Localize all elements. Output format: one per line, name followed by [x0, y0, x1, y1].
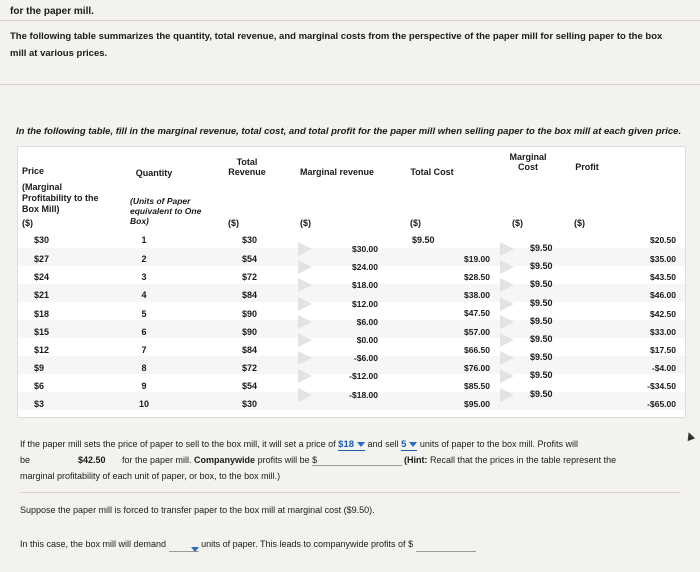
header-price: Price: [22, 166, 45, 176]
row-arrow-icon: [500, 260, 514, 274]
question-1: If the paper mill sets the price of paper to sell to the box mill, it will set a price of $18 and sell 5 units of paper to the box mill. Profits will: [20, 439, 578, 450]
header-quantity-sub: (Units of Paper: [130, 196, 191, 206]
header-total-revenue: Total: [236, 157, 258, 167]
marginal-revenue-cell: $30.00: [352, 244, 378, 254]
price-cell: $27: [34, 254, 50, 264]
marginal-cost-cell: $9.50: [530, 315, 553, 326]
hint: (Hint: Recall that the prices in the table represent the: [404, 455, 617, 465]
total-cost-cell: $85.50: [464, 381, 490, 391]
marginal-revenue-cell: $6.00: [356, 316, 378, 327]
row-arrow-icon: [500, 388, 514, 402]
total-revenue-cell: $84: [242, 290, 258, 300]
row-arrow-icon: [298, 333, 312, 347]
unit-price: ($): [22, 218, 33, 228]
header-total-revenue: Revenue: [228, 167, 266, 177]
row-arrow-icon: [298, 388, 312, 402]
price-cell: $6: [34, 381, 45, 391]
divider: [20, 492, 680, 493]
divider: [0, 20, 700, 21]
row-arrow-icon: [298, 260, 312, 274]
profit-cell: $46.00: [650, 290, 676, 300]
price-cell: $24: [34, 272, 50, 282]
row-arrow-icon: [500, 315, 514, 329]
header-marginal-cost: Marginal: [509, 152, 547, 162]
header-quantity: Quantity: [135, 168, 173, 178]
marginal-cost-cell: $9.50: [530, 388, 553, 399]
total-revenue-cell: $54: [242, 254, 258, 264]
marginal-revenue-cell: $18.00: [352, 280, 378, 291]
unit-profit: ($): [574, 218, 585, 228]
question-1-cont: for the paper mill. Companywide profits will be $: [122, 455, 318, 465]
price-cell: $12: [34, 345, 50, 355]
marginal-cost-cell: $9.50: [530, 334, 553, 344]
quantity-cell: 5: [141, 309, 147, 319]
hint-cont: marginal profitability of each unit of paper, or box, to the box mill.): [20, 471, 281, 481]
header-price-sub: Profitability to the: [22, 193, 99, 203]
page-heading: for the paper mill.: [10, 6, 94, 17]
total-revenue-cell: $84: [242, 345, 258, 355]
row-arrow-icon: [500, 278, 514, 292]
total-revenue-cell: $72: [242, 272, 258, 282]
total-cost-cell: $28.50: [464, 272, 490, 282]
cursor-icon: [685, 431, 695, 441]
quantity-cell: 9: [141, 381, 147, 391]
price-cell: $18: [34, 309, 50, 319]
total-cost-cell: $47.50: [464, 308, 490, 318]
question-3: In this case, the box mill will demand units of paper. This leads to companywide profits of $: [20, 536, 476, 552]
price-cell: $9: [34, 363, 45, 373]
header-price-sub: Box Mill): [22, 204, 60, 214]
header-price-sub: (Marginal: [22, 182, 63, 192]
row-arrow-icon: [298, 351, 312, 365]
marginal-revenue-cell: $24.00: [352, 262, 378, 273]
price-cell: $15: [34, 327, 50, 337]
marginal-cost-cell: $9.50: [530, 297, 553, 308]
total-revenue-cell: $72: [242, 363, 258, 373]
marginal-cost-cell: $9.50: [530, 370, 553, 381]
chevron-down-icon: [357, 442, 365, 447]
unit-marginal-revenue: ($): [300, 218, 311, 228]
divider: [0, 84, 700, 85]
profit-cell: -$4.00: [651, 363, 676, 373]
marginal-revenue-cell: -$6.00: [353, 353, 378, 364]
marginal-revenue-cell: $12.00: [352, 298, 378, 309]
quantity-select[interactable]: 5: [401, 439, 417, 451]
companywide-profit-input-2[interactable]: [416, 541, 476, 552]
row-arrow-icon: [298, 315, 312, 329]
marginal-cost-cell: $9.50: [530, 243, 553, 253]
row-arrow-icon: [500, 351, 514, 365]
header-quantity-sub: Box): [130, 216, 149, 226]
marginal-cost-cell: $9.50: [530, 352, 553, 363]
total-cost-cell: $95.00: [464, 399, 490, 409]
profit-cell: $17.50: [650, 345, 676, 355]
price-cell: $30: [34, 235, 50, 245]
total-revenue-cell: $90: [242, 327, 258, 337]
price-cell: $21: [34, 290, 50, 300]
profit-value: $42.50: [78, 455, 106, 465]
total-revenue-cell: $30: [242, 399, 258, 409]
price-select[interactable]: $18: [338, 439, 365, 451]
row-arrow-icon: [298, 297, 312, 311]
marginal-cost-cell: $9.50: [530, 261, 553, 272]
question-2: Suppose the paper mill is forced to transfer paper to the box mill at marginal cost ($9.50).: [20, 505, 375, 515]
unit-total-revenue: ($): [228, 218, 239, 228]
quantity-cell: 3: [141, 272, 147, 282]
total-cost-cell: $76.00: [464, 363, 490, 373]
chevron-down-icon: [191, 547, 199, 552]
total-revenue-cell: $54: [242, 381, 258, 391]
total-cost-cell: $38.00: [464, 290, 490, 300]
profit-cell: $43.50: [650, 272, 676, 282]
quantity-cell: 2: [141, 254, 147, 264]
marginal-cost-cell: $9.50: [530, 279, 553, 290]
header-marginal-revenue: Marginal revenue: [299, 167, 375, 177]
profit-cell: $33.00: [650, 327, 676, 337]
row-arrow-icon: [500, 242, 514, 256]
marginal-revenue-cell: -$12.00: [349, 371, 378, 382]
row-arrow-icon: [500, 333, 514, 347]
price-cell: $3: [34, 399, 45, 409]
row-arrow-icon: [500, 297, 514, 311]
total-cost-cell: $66.50: [464, 345, 490, 355]
quantity-cell: 8: [141, 363, 147, 373]
header-quantity-sub: equivalent to One: [130, 206, 202, 216]
unit-total-cost: ($): [410, 218, 421, 228]
intro-text: The following table summarizes the quantity, total revenue, and marginal costs from the perspective of the paper mill for selling paper to the box mill at various prices.: [10, 31, 663, 59]
row-arrow-icon: [500, 369, 514, 383]
quantity-cell: 7: [141, 345, 147, 355]
profit-cell: $42.50: [650, 309, 676, 319]
total-revenue-cell: $90: [242, 309, 258, 319]
profit-cell: $20.50: [650, 235, 676, 245]
header-marginal-cost: Cost: [518, 162, 538, 172]
total-cost-cell: $57.00: [464, 327, 490, 337]
total-revenue-cell: $30: [242, 235, 258, 245]
quantity-cell: 4: [141, 290, 147, 300]
row-arrow-icon: [298, 242, 312, 256]
header-profit: Profit: [575, 162, 599, 172]
table-instruction: In the following table, fill in the marginal revenue, total cost, and total profit for the paper mill when selling paper to the box mill at each given price.: [16, 126, 682, 137]
profit-cell: $35.00: [650, 254, 676, 264]
question-1-cont: be: [20, 455, 31, 465]
quantity-cell: 10: [138, 399, 149, 409]
profit-cell: -$65.00: [647, 399, 676, 409]
total-cost-cell: $19.00: [464, 254, 490, 264]
quantity-cell: 1: [141, 235, 147, 245]
unit-marginal-cost: ($): [512, 218, 523, 228]
header-total-cost: Total Cost: [410, 167, 454, 177]
chevron-down-icon: [409, 442, 417, 447]
demand-select[interactable]: [169, 541, 199, 552]
marginal-revenue-cell: -$18.00: [349, 389, 378, 400]
marginal-revenue-cell: $0.00: [356, 335, 378, 345]
total-cost-cell: $9.50: [412, 235, 435, 245]
companywide-profit-input[interactable]: [312, 455, 402, 466]
profit-cell: -$34.50: [647, 381, 676, 391]
row-arrow-icon: [298, 278, 312, 292]
row-arrow-icon: [298, 369, 312, 383]
quantity-cell: 6: [141, 327, 147, 337]
